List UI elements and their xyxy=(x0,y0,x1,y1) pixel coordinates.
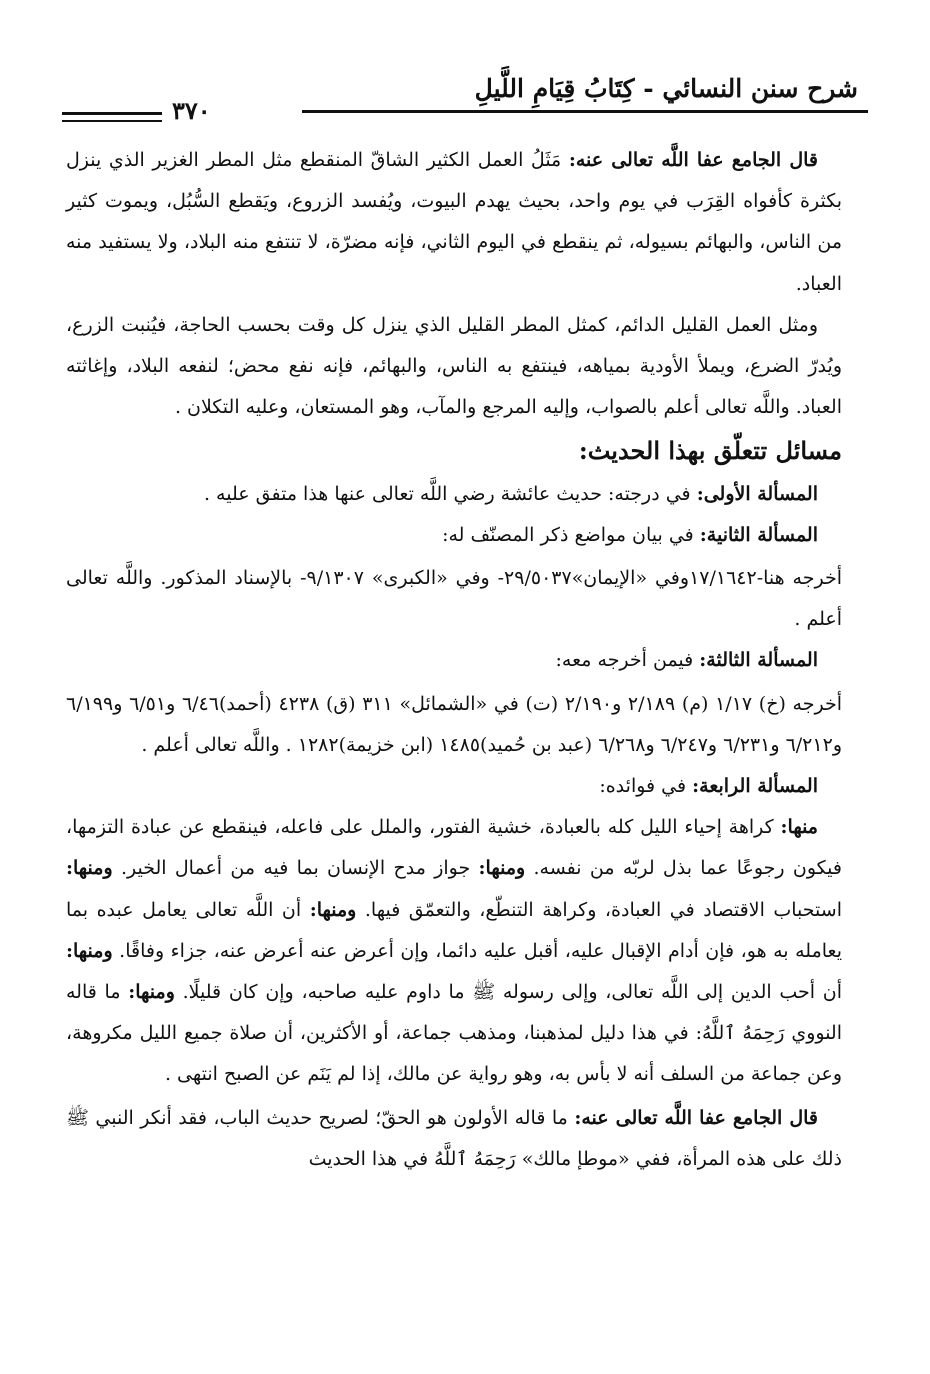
paragraph-2 xyxy=(66,305,842,429)
issue-2-detail: أخرجه هنا-١٧/١٦٤٢وفي «الإيمان»٢٩/٥٠٣٧- وفي «الكبرى» ٩/١٣٠٧- بالإسناد المذكور. واللَّه تعالى أعلم . xyxy=(66,567,842,631)
header-rule-left-top xyxy=(62,112,162,115)
paragraph-lead: قال الجامع عفا اللَّه تعالى عنه: xyxy=(568,149,818,171)
page-header xyxy=(62,60,868,128)
running-title: شرح سنن النسائي - كِتَابُ قِيَامِ اللَّيلِ xyxy=(474,74,858,103)
benefit-lead: ومنها: xyxy=(309,898,357,921)
issue-lead: المسألة الرابعة: xyxy=(692,775,818,798)
issue-2 xyxy=(66,515,842,556)
header-rule xyxy=(302,110,868,113)
final-paragraph xyxy=(66,1098,842,1180)
benefit-text: أن اللَّه تعالى يعامل عبده بما يعامله به هو، فإن أدام الإقبال عليه، أقبل عليه دائما، وإن أعرض عنه أعرض عنه، جزاء وفاقًا. xyxy=(66,898,842,962)
issue-1 xyxy=(66,474,842,515)
benefit-text: ما قاله النووي رَحِمَهُ ٱللَّهُ: في هذا دليل لمذهبنا، ومذهب جماعة، أو الأكثرين، أن صلاة جميع الليل مكروهة، وعن جماعة من السلف أنه لا بأس به، وهو رواية عن مالك، إذا لم يَنَم عن الصبح انتهى . xyxy=(66,981,842,1086)
issue-text: في بيان مواضع ذكر المصنّف له: xyxy=(442,523,700,546)
issue-text: في فوائده: xyxy=(599,775,693,798)
issue-lead: المسألة الثالثة: xyxy=(699,649,818,672)
benefit-text: كراهة إحياء الليل كله بالعبادة، خشية الفتور، والملل على فاعله، فينقطع عن عبادة التزمها، فيكون رجوعًا عما بذل لربّه من نفسه. xyxy=(66,816,842,880)
paragraph-text: ما قاله الأولون هو الحقّ؛ لصريح حديث الباب، فقد أنكر النبي ﷺ ذلك على هذه المرأة، ففي «موطإ مالك» رَحِمَهُ ٱللَّهُ في هذا الحديث xyxy=(66,1106,842,1170)
issue-text: في درجته: حديث عائشة رضي اللَّه تعالى عنها هذا متفق عليه . xyxy=(203,482,697,505)
benefit-text: استحباب الاقتصاد في العبادة، وكراهة التنطّع، والتعمّق فيها. xyxy=(356,898,842,921)
benefit-lead: ومنها: xyxy=(66,857,113,880)
header-rule-left-bottom xyxy=(62,120,162,122)
issue-lead: المسألة الأولى: xyxy=(696,482,818,505)
issue-3 xyxy=(66,640,842,681)
benefit-lead: ومنها: xyxy=(128,981,175,1004)
benefit-text: أن أحب الدين إلى اللَّه تعالى، وإلى رسوله ﷺ ما داوم عليه صاحبه، وإن كان قليلًا. xyxy=(174,981,842,1004)
paragraph-lead: قال الجامع عفا اللَّه تعالى عنه: xyxy=(574,1106,819,1129)
issue-lead: المسألة الثانية: xyxy=(699,523,818,546)
section-heading: مسائل تتعلّق بهذا الحديث: xyxy=(578,436,842,466)
issue-4 xyxy=(66,766,842,807)
benefit-lead: ومنها: xyxy=(66,939,113,962)
issue-3-detail: أخرجه (خ) ١/١٧ (م) ٢/١٨٩ و٢/١٩٠ (ت) في «الشمائل» ٣١١ (ق) ٤٢٣٨ (أحمد)٦/٤٦ و٦/٥١ و٦/١٩٩ و٦/٢١٢ و٦/٢٣١ و٦/٢٤٧ و٦/٢٦٨ (عبد بن حُميد)١٤٨٥ (ابن خزيمة)١٢٨٢ . واللَّه تعالى أعلم . xyxy=(66,692,842,756)
benefit-lead: منها: xyxy=(780,816,818,839)
paragraph-1 xyxy=(66,140,842,305)
page-body xyxy=(66,140,842,1180)
benefit-text: جواز مدح الإنسان بما فيه من أعمال الخير. xyxy=(112,857,479,880)
paragraph-text: ومثل العمل القليل الدائم، كمثل المطر القليل الذي ينزل كل وقت بحسب الحاجة، فيُنبت الزرع، ويُدرّ الضرع، ويملأ الأودية بمياهه، فينتفع به الناس، والبهائم، فإنه نفع محض؛ لنفعه البلاد، وإغاثته العباد. واللَّه تعالى أعلم بالصواب، وإليه المرجع والمآب، وهو المستعان، وعليه التكلان . xyxy=(66,313,842,419)
benefit-lead: ومنها: xyxy=(478,857,526,880)
benefits-paragraph xyxy=(66,807,842,1095)
page-number: ٣٧٠ xyxy=(172,96,211,125)
issue-text: فيمن أخرجه معه: xyxy=(555,649,700,672)
paragraph-text: مَثَلُ العمل الكثير الشاقّ المنقطع مثل المطر الغزير الذي ينزل بكثرة كأفواه القِرَب في يوم واحد، بحيث يهدم البيوت، ويُفسد الزروع، ويَقطع السُّبُل، ويموت كثير من الناس، والبهائم بسيوله، ثم ينقطع في اليوم الثاني، فإنه مضرّة، لا تنتفع منه البلاد، ولا يستفيد منه العباد. xyxy=(66,149,842,295)
